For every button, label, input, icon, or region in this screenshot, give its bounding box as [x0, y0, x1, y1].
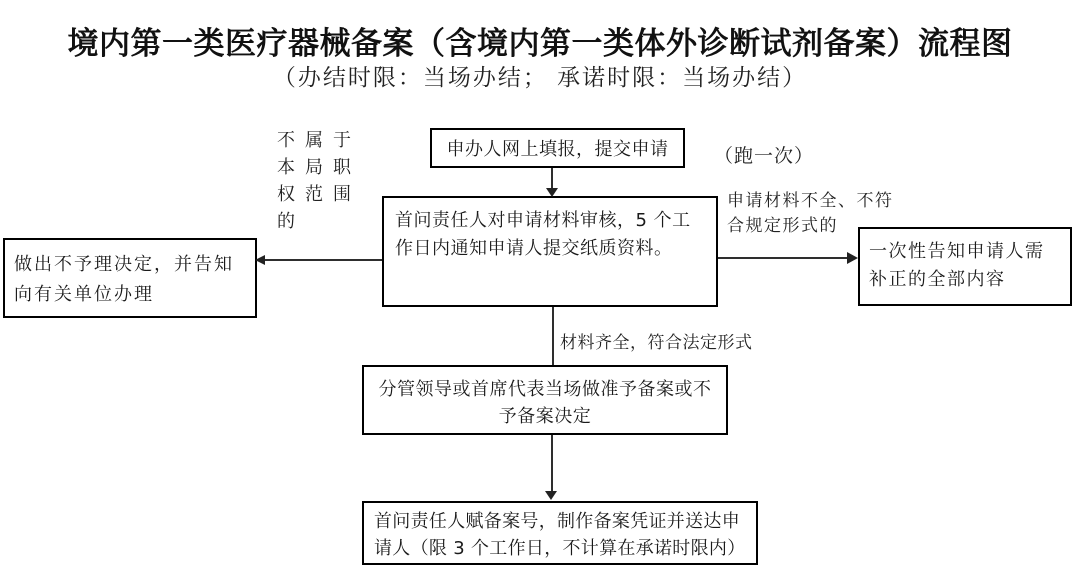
- node-issue-certificate: 首问责任人赋备案号，制作备案凭证并送达申请人（限 3 个工作日，不计算在承诺时限内）: [362, 501, 758, 565]
- connector-decide-issue-line: [551, 435, 553, 492]
- node-record-decision: 分管领导或首席代表当场做准予备案或不予备案决定: [362, 365, 728, 435]
- arrow-left-icon: [255, 255, 265, 265]
- page-subtitle: （办结时限：当场办结； 承诺时限：当场办结）: [272, 65, 808, 91]
- label-materials-complete: 材料齐全，符合法定形式: [560, 333, 753, 353]
- connector-review-decide-line: [552, 307, 554, 365]
- label-materials-incomplete: [727, 189, 894, 239]
- node-material-review: 首问责任人对申请材料审核，5 个工作日内通知申请人提交纸质资料。: [382, 196, 718, 307]
- node-onetime-notify: 一次性告知申请人需补正的全部内容: [858, 227, 1072, 306]
- label-not-jurisdiction-line: 不属于: [277, 130, 351, 151]
- arrow-right-icon: [847, 252, 858, 264]
- connector-review-reject-line: [263, 259, 382, 261]
- page-title: 境内第一类医疗器械备案（含境内第一类体外诊断试剂备案）流程图: [67, 26, 1013, 62]
- label-run-once: （跑一次）: [714, 145, 815, 167]
- label-not-jurisdiction-line: 权范围: [277, 184, 351, 205]
- label-materials-incomplete-line2: 合规定形式的: [727, 216, 838, 236]
- arrow-down-icon: [546, 188, 558, 197]
- node-reject-decision: 做出不予理决定，并告知向有关单位办理: [3, 238, 257, 318]
- node-apply-online: 申办人网上填报，提交申请: [430, 128, 685, 168]
- label-not-jurisdiction-line: 的: [277, 211, 295, 232]
- label-materials-incomplete-line1: 申请材料不全、不符: [727, 191, 894, 211]
- label-not-jurisdiction: [277, 127, 353, 235]
- connector-review-notify-line: [718, 257, 848, 259]
- label-not-jurisdiction-line: 本局职: [277, 157, 351, 178]
- arrow-down-icon: [545, 491, 557, 500]
- connector-apply-review-line: [551, 168, 553, 189]
